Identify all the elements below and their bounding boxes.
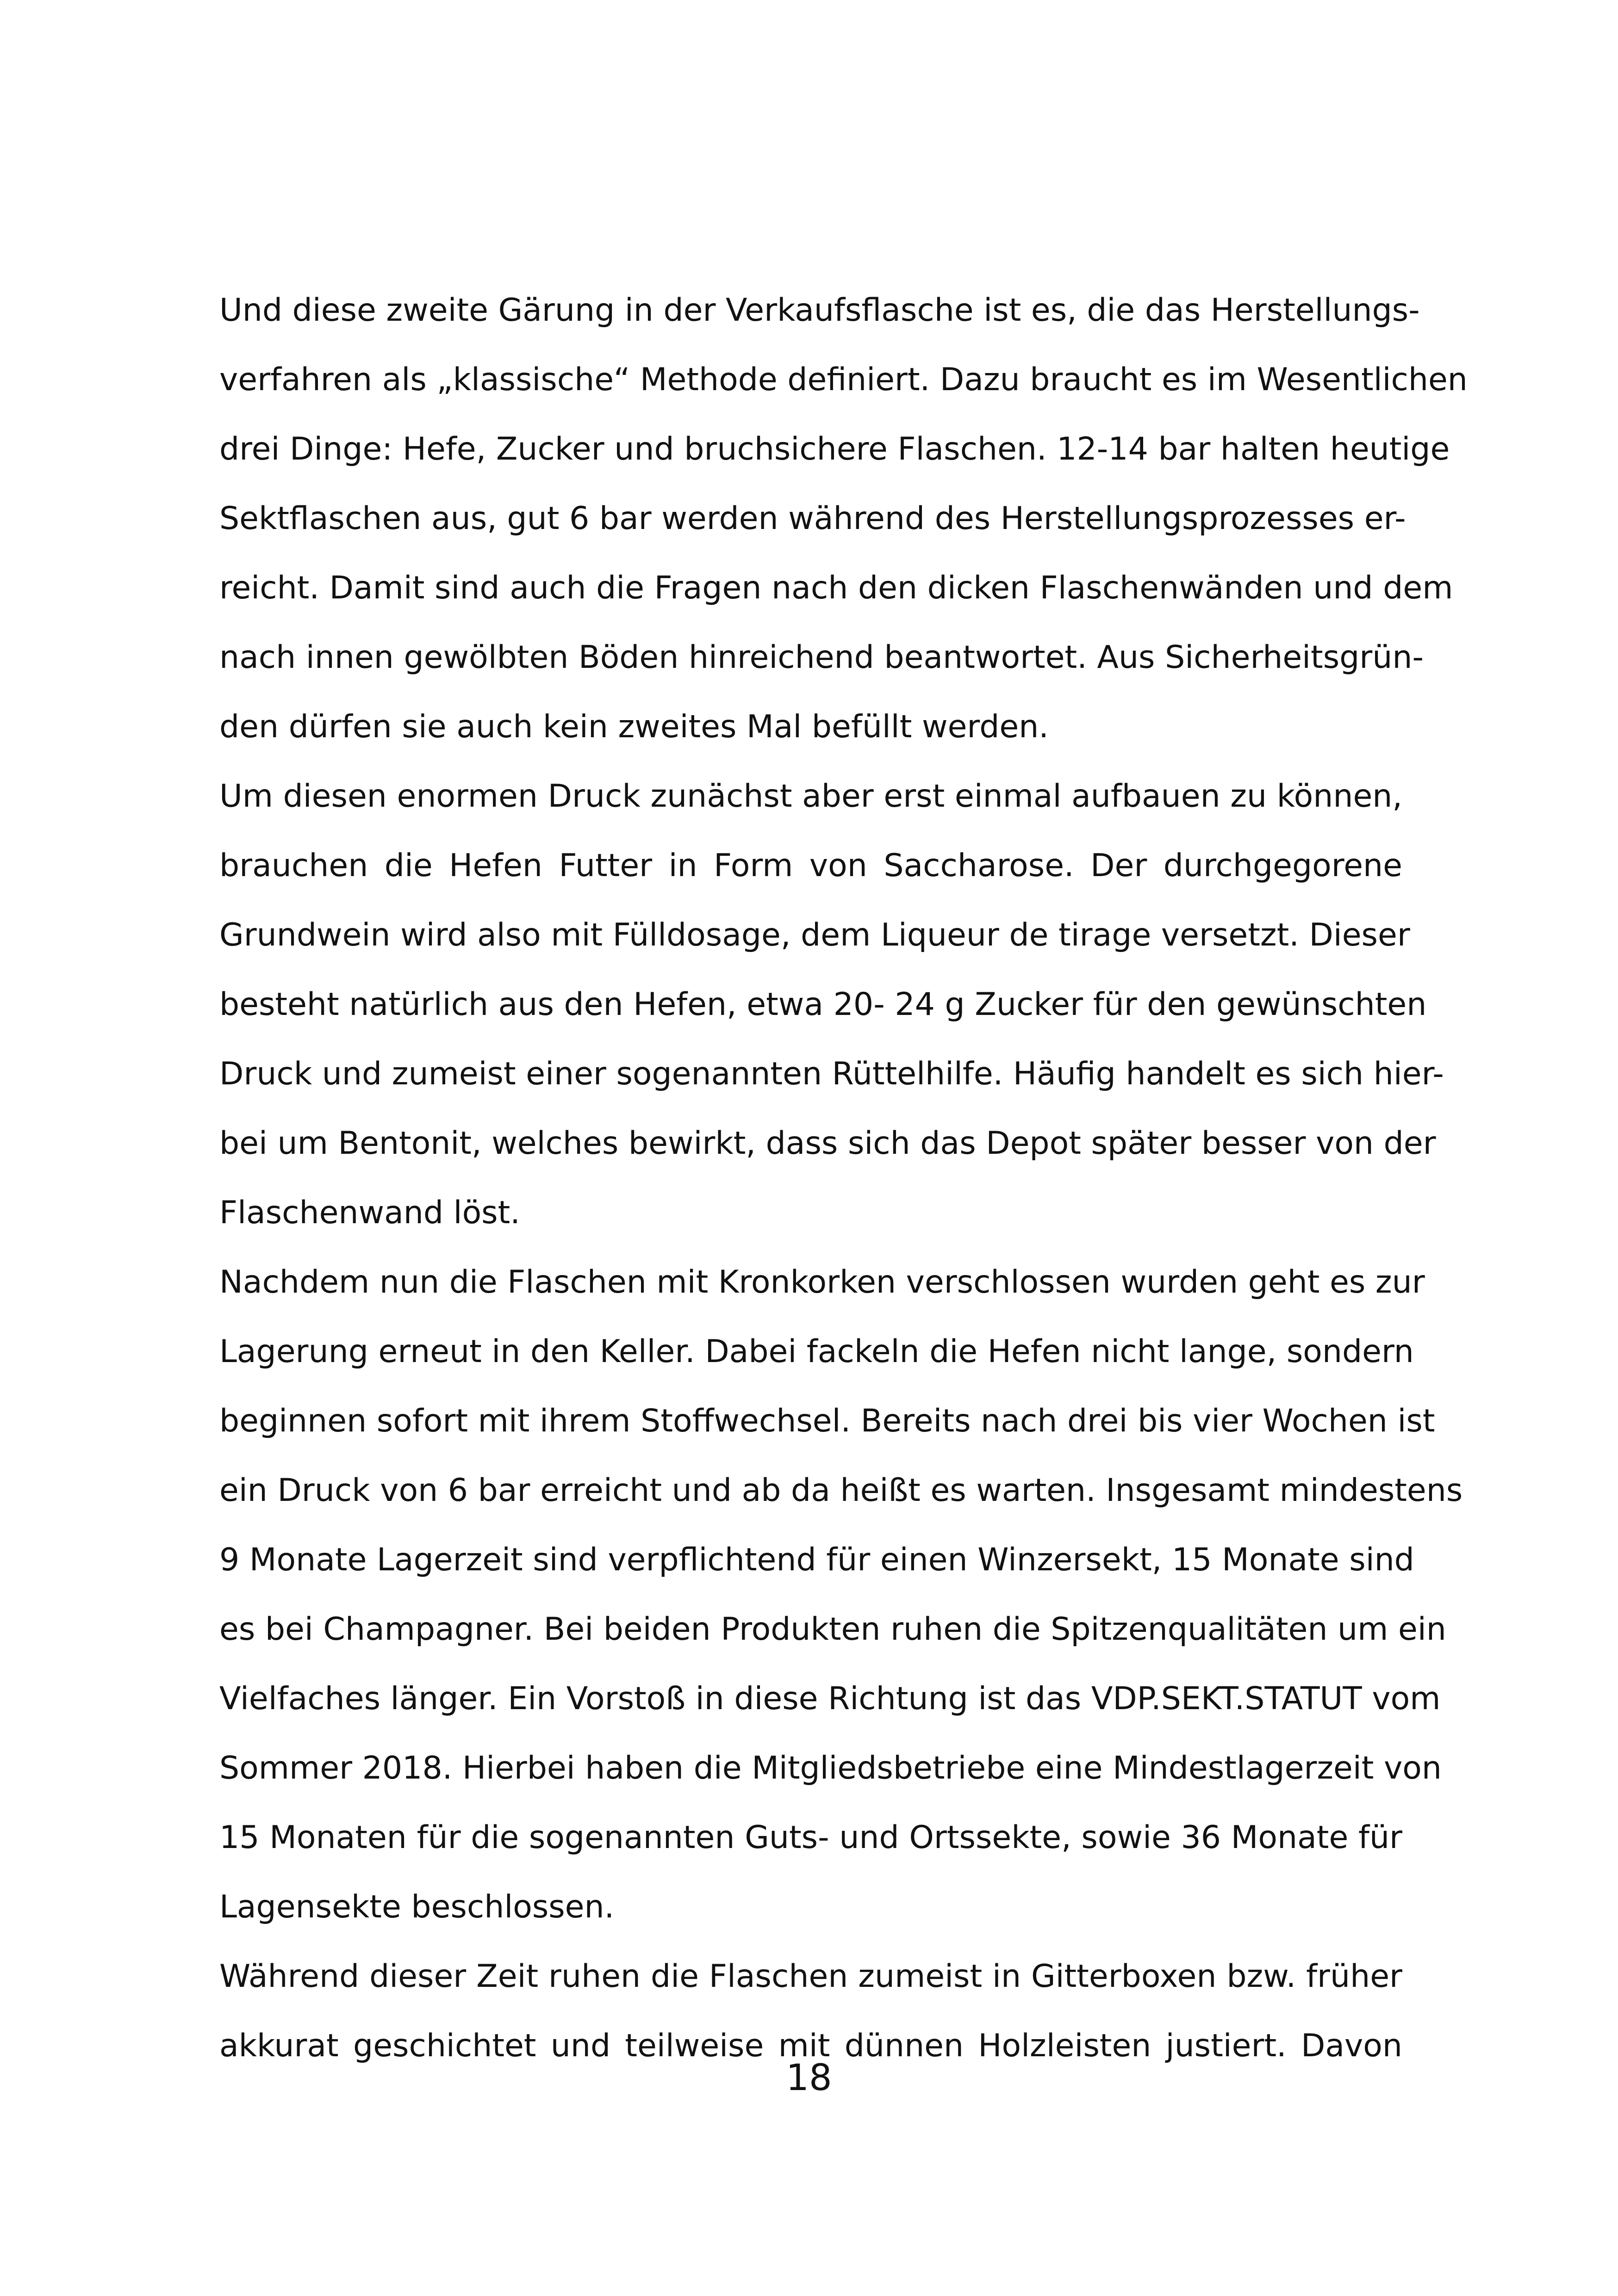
text-line: verfahren als „klassische“ Methode definiert. Dazu braucht es im Wesentlichen (219, 361, 1468, 398)
text-line: Während dieser Zeit ruhen die Flaschen zumeist in Gitterboxen bzw. früher (219, 1958, 1402, 1995)
text-line: Druck und zumeist einer sogenannten Rüttelhilfe. Häufig handelt es sich hier- (219, 1056, 1444, 1092)
text-line: den dürfen sie auch kein zweites Mal befüllt werden. (219, 709, 1049, 745)
text-line: Grundwein wird also mit Fülldosage, dem Liqueur de tirage versetzt. Dieser (219, 917, 1410, 953)
text-line: akkurat geschichtet und teilweise mit dünnen Holzleisten justiert. Davon (219, 2028, 1402, 2064)
text-line: Und diese zweite Gärung in der Verkaufsflasche ist es, die das Herstellungs- (219, 292, 1420, 329)
text-line: Lagerung erneut in den Keller. Dabei fackeln die Hefen nicht lange, sondern (219, 1333, 1414, 1370)
text-line: 9 Monate Lagerzeit sind verpflichtend für einen Winzersekt, 15 Monate sind (219, 1542, 1414, 1578)
text-line: Sommer 2018. Hierbei haben die Mitgliedsbetriebe eine Mindestlagerzeit von (219, 1750, 1442, 1786)
paragraph (219, 1248, 1463, 1942)
text-line: brauchen die Hefen Futter in Form von Saccharose. Der durchgegorene (219, 847, 1402, 884)
text-line: Um diesen enormen Druck zunächst aber erst einmal aufbauen zu können, (219, 778, 1403, 815)
text-line: Flaschenwand löst. (219, 1195, 520, 1231)
text-line: es bei Champagner. Bei beiden Produkten ruhen die Spitzenqualitäten um ein (219, 1611, 1446, 1648)
body-text (219, 276, 1468, 2081)
paragraph (219, 762, 1444, 1248)
text-line: Vielfaches länger. Ein Vorstoß in diese Richtung ist das VDP.SEKT.STATUT vom (219, 1680, 1441, 1717)
text-line: bei um Bentonit, welches bewirkt, dass sich das Depot später besser von der (219, 1125, 1436, 1162)
paragraph (219, 276, 1468, 762)
text-line: Nachdem nun die Flaschen mit Kronkorken verschlossen wurden geht es zur (219, 1264, 1425, 1300)
text-line: ein Druck von 6 bar erreicht und ab da heißt es warten. Insgesamt mindestens (219, 1472, 1463, 1509)
text-line: Lagensekte beschlossen. (219, 1889, 615, 1925)
text-line: 15 Monaten für die sogenannten Guts- und Ortssekte, sowie 36 Monate für (219, 1819, 1402, 1856)
text-line: beginnen sofort mit ihrem Stoffwechsel. Bereits nach drei bis vier Wochen ist (219, 1403, 1435, 1439)
text-line: besteht natürlich aus den Hefen, etwa 20- 24 g Zucker für den gewünschten (219, 986, 1427, 1023)
text-line: Sektflaschen aus, gut 6 bar werden während des Herstellungsprozesses er- (219, 500, 1406, 537)
text-line: drei Dinge: Hefe, Zucker und bruchsichere Flaschen. 12-14 bar halten heutige (219, 431, 1450, 467)
text-line: nach innen gewölbten Böden hinreichend beantwortet. Aus Sicherheitsgrün- (219, 639, 1424, 676)
page-number: 18 (786, 2057, 832, 2099)
text-line: reicht. Damit sind auch die Fragen nach den dicken Flaschenwänden und dem (219, 570, 1453, 606)
